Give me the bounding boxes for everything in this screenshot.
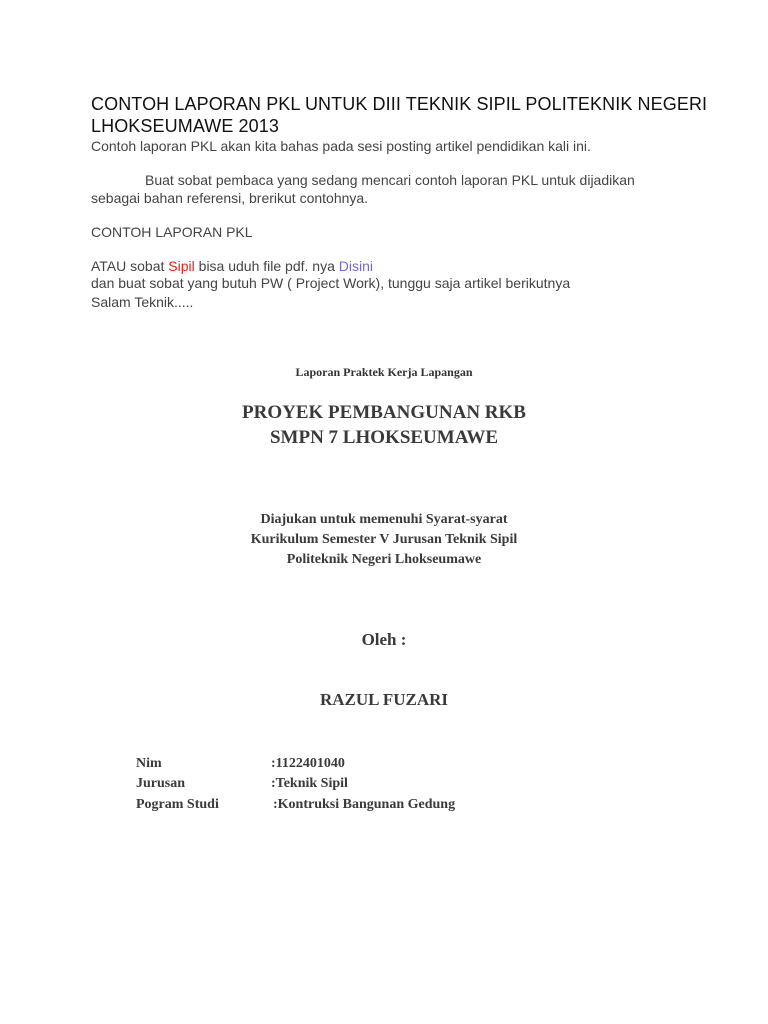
section-heading: CONTOH LAPORAN PKL (91, 224, 253, 240)
info-value-jurusan: :Teknik Sipil (271, 776, 348, 791)
info-value-program: :Kontruksi Bangunan Gedung (273, 797, 456, 812)
disini-link[interactable]: Disini (338, 258, 373, 274)
info-label-jurusan: Jurusan (136, 776, 186, 791)
project-title-line-2: SMPN 7 LHOKSEUMAWE (269, 427, 499, 448)
download-prefix: ATAU sobat (91, 258, 169, 274)
info-value-nim: :1122401040 (271, 756, 345, 771)
author-name: RAZUL FUZARI (320, 690, 448, 709)
purpose-line-1: Diajukan untuk memenuhi Syarat-syarat (260, 512, 508, 527)
download-mid: bisa uduh file pdf. nya (194, 258, 339, 274)
paragraph-line-1: Buat sobat pembaca yang sedang mencari contoh laporan PKL untuk dijadikan (145, 172, 635, 188)
oleh-label: Oleh : (361, 630, 407, 649)
info-label-program: Pogram Studi (136, 797, 219, 812)
cover-label: Laporan Praktek Kerja Lapangan (295, 365, 473, 379)
intro-text: Contoh laporan PKL akan kita bahas pada sesi posting artikel pendidikan kali ini. (91, 138, 591, 154)
project-work-line: dan buat sobat yang butuh PW ( Project Work), tunggu saja artikel berikutnya (91, 275, 571, 291)
sipil-link[interactable]: Sipil (168, 258, 195, 274)
download-line (91, 257, 373, 275)
purpose-line-2: Kurikulum Semester V Jurusan Teknik Sipil (250, 532, 518, 547)
salam-line: Salam Teknik..... (91, 294, 194, 310)
post-title: CONTOH LAPORAN PKL UNTUK DIII TEKNIK SIPIL POLITEKNIK NEGERI LHOKSEUMAWE 2013 (91, 94, 708, 136)
info-label-nim: Nim (136, 756, 162, 771)
paragraph-line-2: sebagai bahan referensi, brerikut contohnya. (91, 190, 369, 206)
purpose-line-3: Politeknik Negeri Lhokseumawe (286, 552, 482, 567)
project-title-line-1: PROYEK PEMBANGUNAN RKB (242, 402, 526, 423)
